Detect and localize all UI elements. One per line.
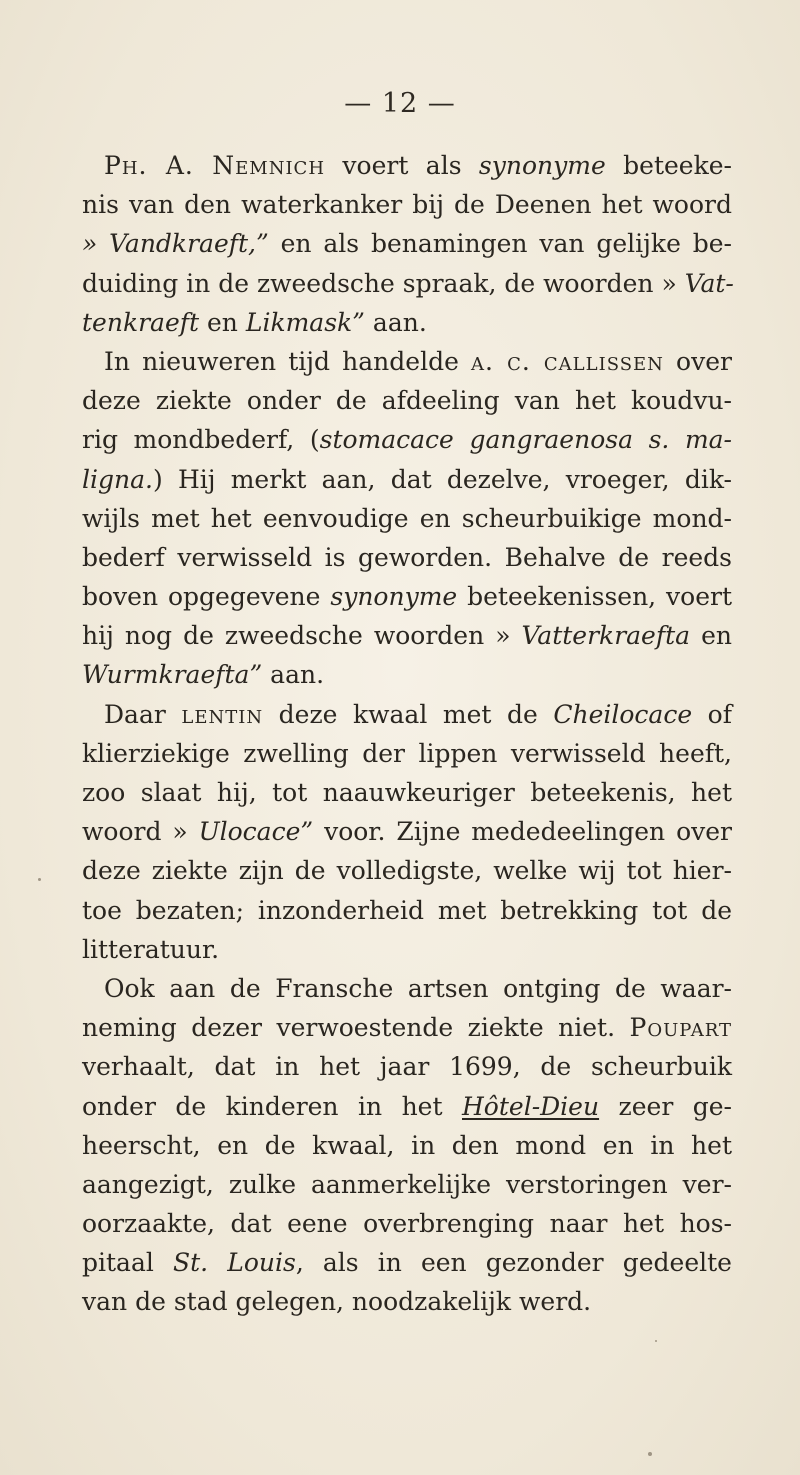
text-line: Wurmkraefta” aan. bbox=[82, 660, 325, 690]
text-line: van de stad gelegen, noodzakelijk werd. bbox=[82, 1287, 592, 1317]
text-line: pitaal St. Louis, als in een gezonder gedeelte bbox=[82, 1248, 732, 1278]
text-line: Ook aan de Fransche artsen ontging de waar- bbox=[104, 973, 732, 1003]
text-line: Ph. A. Nemnich voert als synonyme beteeke- bbox=[104, 151, 732, 180]
text-line: aangezigt, zulke aanmerkelijke verstoringen ver- bbox=[82, 1169, 732, 1199]
text-line: klierziekige zwelling der lippen verwisseld heeft, bbox=[82, 738, 732, 768]
ink-speck bbox=[38, 878, 41, 881]
text-line: In nieuweren tijd handelde a. c. callissen over bbox=[104, 346, 732, 376]
text-line: neming dezer verwoestende ziekte niet. Poupart bbox=[82, 1013, 732, 1043]
text-line: tenkraeft en Likmask” aan. bbox=[82, 307, 427, 337]
text-line: deze ziekte onder de afdeeling van het koudvu- bbox=[82, 386, 732, 416]
text-line: deze ziekte zijn de volledigste, welke wij tot hier- bbox=[82, 856, 732, 886]
text-line: Daar lentin deze kwaal met de Cheilocace of bbox=[104, 699, 732, 729]
page-number: — 12 — bbox=[344, 88, 456, 119]
text-line: toe bezaten; inzonderheid met betrekking tot de bbox=[82, 895, 732, 925]
text-line: » Vandkraeft,” en als benamingen van gelijke be- bbox=[82, 229, 732, 259]
text-line: wijls met het eenvoudige en scheurbuikige mond- bbox=[82, 503, 732, 533]
text-line: woord » Ulocace” voor. Zijne mededeelingen over bbox=[82, 817, 732, 847]
body-text bbox=[82, 146, 732, 1322]
text-line: verhaalt, dat in het jaar 1699, de scheurbuik bbox=[82, 1052, 732, 1082]
text-line: oorzaakte, dat eene overbrenging naar het hos- bbox=[82, 1209, 732, 1239]
text-line: rig mondbederf, (stomacace gangraenosa s. ma- bbox=[82, 425, 732, 455]
text-line: nis van den waterkanker bij de Deenen het woord bbox=[82, 190, 732, 220]
ink-speck bbox=[648, 1452, 652, 1456]
text-line: boven opgegevene synonyme beteekenissen, voert bbox=[82, 582, 732, 612]
text-line: bederf verwisseld is geworden. Behalve de reeds bbox=[82, 542, 732, 572]
text-line: onder de kinderen in het Hôtel-Dieu zeer ge- bbox=[82, 1091, 732, 1121]
text-line: hij nog de zweedsche woorden » Vatterkraefta en bbox=[82, 621, 732, 651]
text-line: litteratuur. bbox=[82, 934, 220, 964]
text-line: heerscht, en de kwaal, in den mond en in het bbox=[82, 1130, 732, 1160]
text-line: zoo slaat hij, tot naauwkeuriger beteekenis, het bbox=[82, 778, 732, 807]
ink-speck bbox=[655, 1340, 657, 1342]
text-line: duiding in de zweedsche spraak, de woorden » Vat- bbox=[82, 268, 734, 298]
text-line: ligna.) Hij merkt aan, dat dezelve, vroeger, dik- bbox=[82, 464, 732, 494]
